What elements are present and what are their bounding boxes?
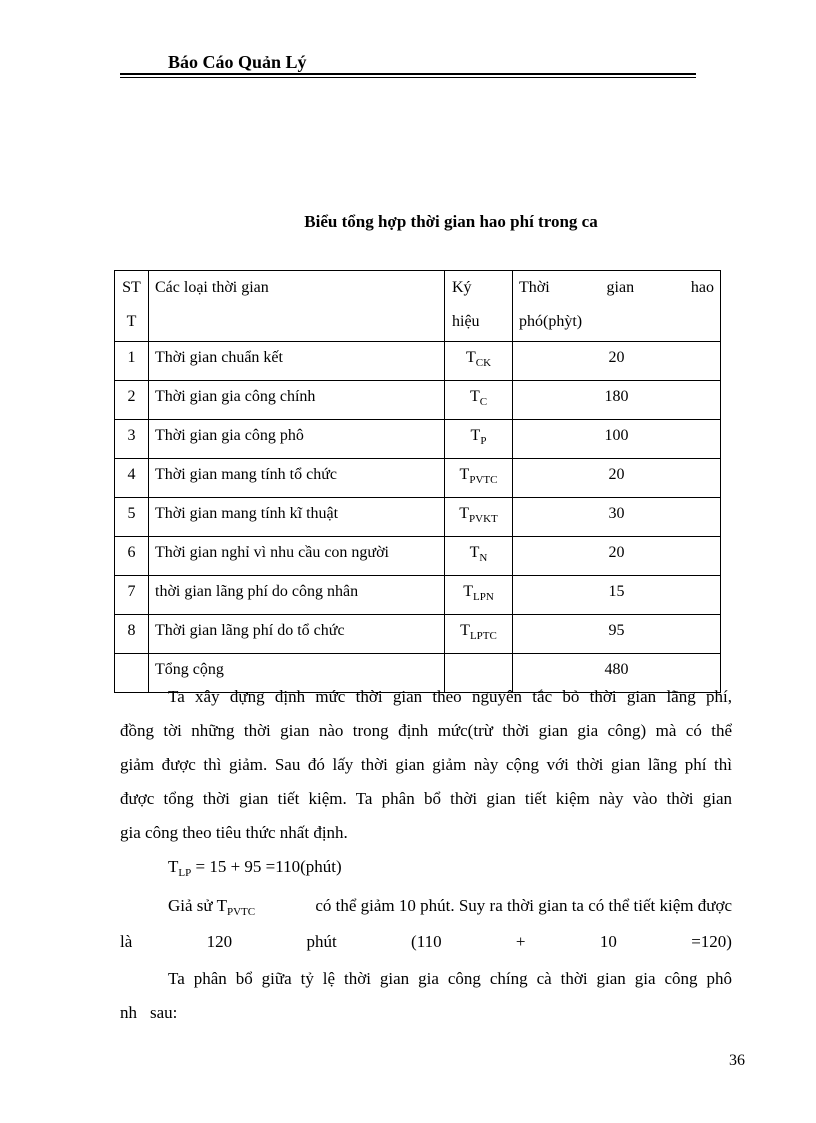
symbol-letter: T: [459, 466, 470, 483]
body-paragraph-1: [120, 680, 732, 850]
row-symbol: [445, 537, 513, 576]
row-symbol: [445, 420, 513, 459]
header-time-line1: [519, 271, 714, 305]
equation-tlp: [168, 850, 342, 890]
table-row: [115, 576, 721, 615]
row-stt: 4: [115, 459, 149, 498]
allocation-line: Ta phân bổ giữa tỷ lệ thời gian gia công chíng cà thời gian gia công phô: [168, 969, 732, 988]
total-value: 480: [513, 654, 721, 693]
table-row: [115, 459, 721, 498]
row-symbol: [445, 459, 513, 498]
row-value: 20: [513, 459, 721, 498]
symbol-subscript: PVTC: [469, 474, 498, 486]
symbol-letter: T: [465, 349, 476, 366]
paragraph-line: đồng tời những thời gian nào trong định mức(trừ thời gian gia công) mà có thể: [120, 721, 732, 740]
symbol-subscript: CK: [475, 357, 492, 369]
row-value: 180: [513, 381, 721, 420]
assumption-prefix: [168, 889, 255, 929]
header-time-word1: Thời: [519, 279, 550, 296]
result-word: 120: [206, 932, 233, 951]
row-value: 15: [513, 576, 721, 615]
row-name: Thời gian mang tính kĩ thuật: [149, 498, 445, 537]
header-symbol: [445, 271, 513, 342]
row-stt: 1: [115, 342, 149, 381]
row-name: thời gian lãng phí do công nhân: [149, 576, 445, 615]
header-time: [513, 271, 721, 342]
symbol-subscript: P: [480, 435, 487, 447]
page-number: 36: [729, 1052, 745, 1069]
assumption-letter: T: [216, 896, 227, 915]
table-title: [0, 212, 816, 232]
result-word: phút: [306, 932, 337, 951]
header-time-word3: hao: [690, 279, 714, 296]
eq-subscript: LP: [178, 867, 192, 879]
symbol-letter: T: [459, 505, 470, 522]
header-stt-line1: ST: [122, 279, 141, 296]
row-symbol: [445, 381, 513, 420]
paragraph-line: được tổng thời gian tiết kiệm. Ta phân bổ thời gian tiết kiệm này vào thời gian: [120, 789, 732, 808]
row-symbol: [445, 498, 513, 537]
assumption-subscript: PVTC: [226, 906, 256, 918]
row-symbol: [445, 576, 513, 615]
header-time-word2: gian: [606, 279, 635, 296]
header-rule: [120, 73, 696, 78]
assumption-word: Giả sử: [168, 896, 213, 915]
symbol-letter: T: [460, 622, 470, 639]
header-name: Các loại thời gian: [149, 271, 445, 342]
header-symbol-line2: hiệu: [452, 313, 480, 330]
allocation-line-end: [120, 996, 177, 1030]
time-summary-table: [114, 270, 721, 693]
result-word: (110: [411, 932, 442, 951]
eq-rest: = 15 + 95 =110(phút): [191, 857, 342, 876]
row-name: Thời gian lãng phí do tổ chức: [149, 615, 445, 654]
row-symbol: [445, 342, 513, 381]
table-row: [115, 537, 721, 576]
row-stt: 6: [115, 537, 149, 576]
row-name: Thời gian gia công phô: [149, 420, 445, 459]
row-symbol: [445, 615, 513, 654]
paragraph-line: gia công theo tiêu thức nhất định.: [120, 823, 348, 842]
symbol-letter: T: [469, 388, 480, 405]
symbol-subscript: LPTC: [469, 630, 497, 642]
row-value: 100: [513, 420, 721, 459]
symbol-letter: T: [470, 427, 481, 444]
eq-letter: T: [168, 857, 179, 876]
row-name: Thời gian gia công chính: [149, 381, 445, 420]
result-word: là: [120, 932, 133, 951]
paragraph-line: giảm được thì giảm. Sau đó lấy thời gian giảm này cộng với thời gian lãng phí thì: [120, 755, 732, 774]
symbol-letter: T: [463, 583, 473, 600]
row-stt: 7: [115, 576, 149, 615]
row-value: 95: [513, 615, 721, 654]
result-word: 10: [599, 932, 617, 951]
row-value: 20: [513, 342, 721, 381]
header-stt: [115, 271, 149, 342]
header-symbol-line1: Ký: [452, 279, 472, 296]
row-stt: 5: [115, 498, 149, 537]
row-stt: 8: [115, 615, 149, 654]
table-header-row: [115, 271, 721, 342]
row-value: 20: [513, 537, 721, 576]
assumption-line: [168, 889, 732, 929]
symbol-subscript: N: [479, 552, 488, 564]
table-title-text: Biểu tổng hợp thời gian hao phí trong ca: [304, 212, 598, 231]
symbol-subscript: C: [479, 396, 488, 408]
result-line: [120, 925, 732, 959]
allocation-word: sau:: [150, 1003, 178, 1022]
row-stt: 3: [115, 420, 149, 459]
row-name: Thời gian mang tính tổ chức: [149, 459, 445, 498]
row-name: Thời gian chuẩn kết: [149, 342, 445, 381]
row-stt: 2: [115, 381, 149, 420]
allocation-word: nh: [120, 1003, 137, 1022]
symbol-letter: T: [469, 544, 480, 561]
total-label: Tổng cộng: [149, 654, 445, 693]
table-row: [115, 615, 721, 654]
row-value: 30: [513, 498, 721, 537]
paragraph-line: Ta xây dựng định mức thời gian theo nguyên tắc bỏ thời gian lãng phí,: [168, 687, 732, 706]
table-row: [115, 420, 721, 459]
table-row: [115, 498, 721, 537]
result-word: =120): [691, 932, 732, 951]
assumption-rest: có thể giảm 10 phút. Suy ra thời gian ta có thể tiết kiệm được: [315, 896, 732, 915]
header-stt-line2: T: [126, 313, 137, 330]
symbol-subscript: PVKT: [469, 513, 498, 525]
table-row: [115, 381, 721, 420]
header-title: Báo Cáo Quản Lý: [168, 52, 307, 72]
symbol-subscript: LPN: [473, 591, 494, 603]
result-word: +: [515, 932, 526, 951]
table-row: [115, 342, 721, 381]
row-name: Thời gian nghỉ vì nhu cầu con người: [149, 537, 445, 576]
header-time-line2: phó(phỳt): [519, 313, 583, 330]
